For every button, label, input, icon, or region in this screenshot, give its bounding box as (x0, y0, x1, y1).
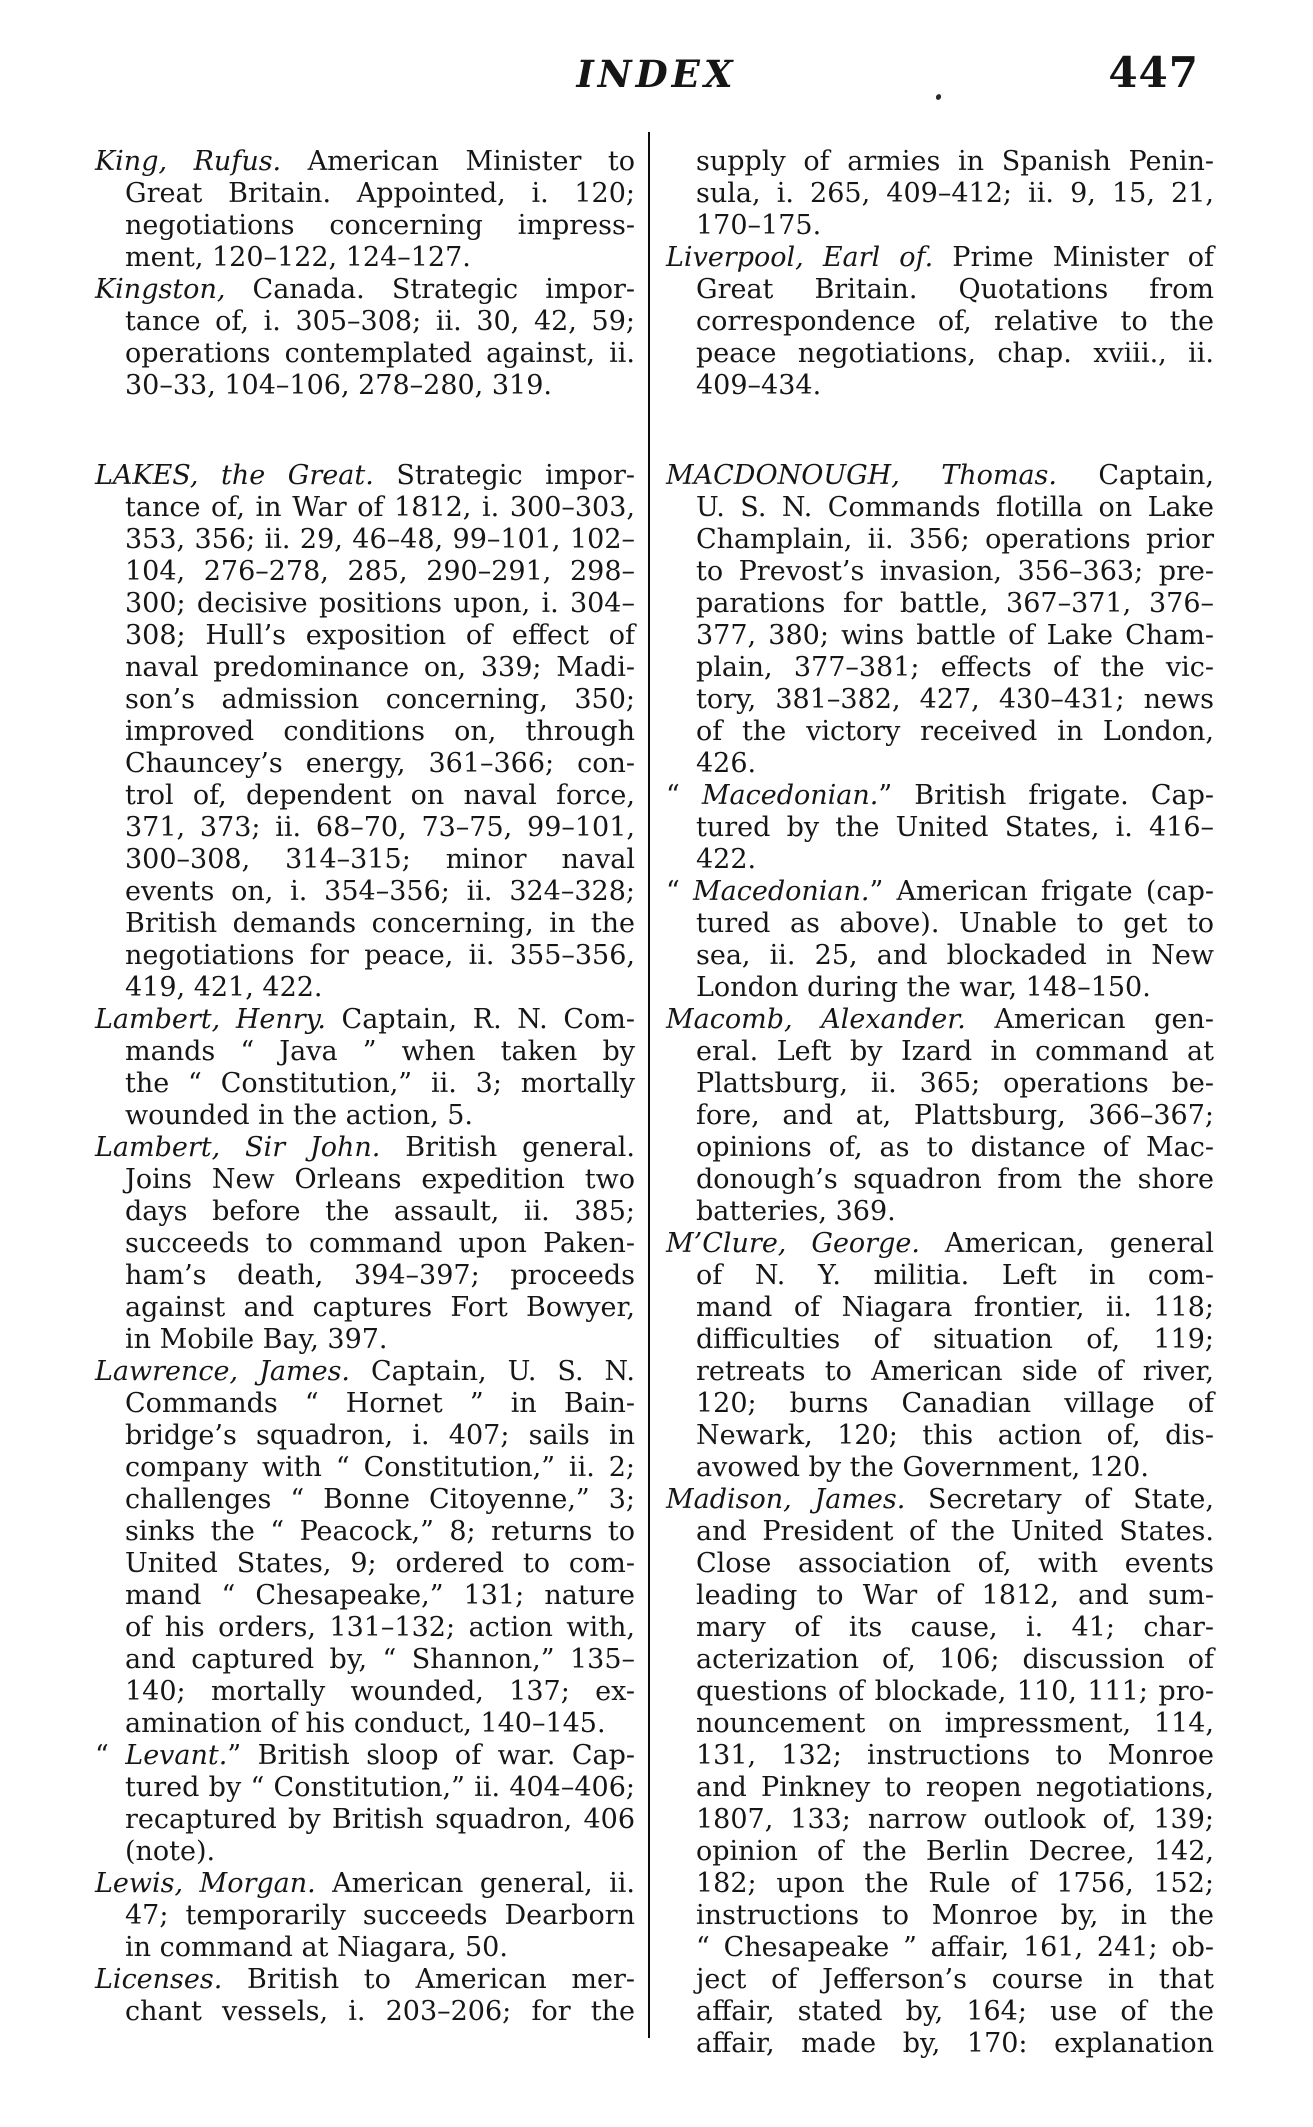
entry-line: 300; decisive positions upon, i. 304– (125, 588, 635, 619)
entry-line: 47; temporarily succeeds Dearborn (125, 1900, 635, 1931)
entry-line: instructions to Monroe by, in the (696, 1900, 1214, 1931)
entry-line: Newark, 120; this action of, dis- (696, 1420, 1214, 1451)
entry-line (95, 1004, 635, 1036)
right-column (666, 146, 1214, 2060)
entry-term: MACDONOUGH, Thomas. (666, 460, 1057, 491)
entry-line: difficulties of situation of, 119; (696, 1324, 1214, 1355)
entry-line: London during the war, 148–150. (696, 972, 1151, 1003)
entry-open-quote: “ (95, 1740, 126, 1771)
index-entry (666, 146, 1214, 242)
index-entry (666, 876, 1214, 1004)
index-entry (666, 460, 1214, 780)
entry-line: 409–434. (696, 370, 822, 401)
entry-line: 371, 373; ii. 68–70, 73–75, 99–101, (125, 812, 635, 843)
entry-line: batteries, 369. (696, 1196, 896, 1227)
entry-line: mand “ Chesapeake,” 131; nature (125, 1580, 635, 1611)
entry-line: mand of Niagara frontier, ii. 118; (696, 1292, 1214, 1323)
entry-text: Captain, U. S. N. (350, 1356, 635, 1387)
entry-line (95, 1356, 635, 1388)
entry-line (666, 1484, 1214, 1516)
page-title: INDEX (576, 52, 737, 96)
entry-line: days before the assault, ii. 385; (125, 1196, 635, 1227)
index-entry (666, 780, 1214, 876)
entry-line: sea, ii. 25, and blockaded in New (696, 940, 1214, 971)
entry-line: and Pinkney to reopen negotiations, (696, 1772, 1214, 1803)
entry-line: ment, 120–122, 124–127. (125, 242, 471, 273)
entry-line: supply of armies in Spanish Penin- (696, 146, 1214, 177)
entry-line (666, 1004, 1214, 1036)
entry-line: 30–33, 104–106, 278–280, 319. (125, 370, 552, 401)
entry-line: Great Britain. Quotations from (696, 274, 1214, 305)
entry-line: 170–175. (696, 210, 822, 241)
entry-line: acterization of, 106; discussion of (696, 1644, 1214, 1675)
entry-line (95, 274, 635, 306)
entry-line: 140; mortally wounded, 137; ex- (125, 1676, 635, 1707)
entry-line: opinion of the Berlin Decree, 142, (696, 1836, 1214, 1867)
entry-line: peace negotiations, chap. xviii., ii. (696, 338, 1214, 369)
entry-line: donough’s squadron from the shore (696, 1164, 1214, 1195)
entry-line: trol of, dependent on naval force, (125, 780, 635, 811)
entry-term: Lewis, Morgan. (95, 1868, 316, 1899)
entry-line: 104, 276–278, 285, 290–291, 298– (125, 556, 635, 587)
entry-line (666, 460, 1214, 492)
entry-line: to Prevost’s invasion, 356–363; pre- (696, 556, 1214, 587)
entry-line: tance of, in War of 1812, i. 300–303, (125, 492, 635, 523)
entry-line: 426. (696, 748, 757, 779)
entry-term: Macedonian. (701, 780, 879, 811)
entry-line: affair, made by, 170: explanation (696, 2028, 1214, 2059)
entry-term: Lawrence, James. (95, 1356, 351, 1387)
index-entry (666, 1004, 1214, 1228)
entry-term: Lambert, Sir John. (95, 1132, 381, 1163)
entry-line: 419, 421, 422. (125, 972, 323, 1003)
entry-line: “ Chesapeake ” affair, 161, 241; ob- (696, 1932, 1214, 1963)
page-number: 447 (1108, 48, 1199, 97)
entry-text: Prime Minister of (933, 242, 1214, 273)
entry-line: in command at Niagara, 50. (125, 1932, 508, 1963)
entry-line: correspondence of, relative to the (696, 306, 1214, 337)
entry-line: improved conditions on, through (125, 716, 635, 747)
entry-line: 377, 380; wins battle of Lake Cham- (696, 620, 1214, 651)
entry-open-quote: “ (666, 780, 702, 811)
entry-text: American Minister to (281, 146, 635, 177)
entry-line: naval predominance on, 339; Madi- (125, 652, 635, 683)
index-entry (95, 146, 635, 274)
entry-text: British frigate. Cap- (892, 780, 1214, 811)
entry-line (95, 146, 635, 178)
index-entry (95, 1964, 635, 2028)
entry-text: British general. (380, 1132, 635, 1163)
entry-line (95, 1132, 635, 1164)
entry-line (666, 780, 1214, 812)
entry-line: questions of blockade, 110, 111; pro- (696, 1676, 1214, 1707)
entry-line: 131, 132; instructions to Monroe (696, 1740, 1214, 1771)
index-entry (95, 1356, 635, 1740)
index-entry (95, 1004, 635, 1132)
entry-term: Kingston, (95, 274, 226, 305)
entry-line (95, 1868, 635, 1900)
entry-line: plain, 377–381; effects of the vic- (696, 652, 1214, 683)
entry-text: Secretary of State, (905, 1484, 1214, 1515)
entry-line: opinions of, as to distance of Mac- (696, 1132, 1214, 1163)
entry-open-quote: “ (666, 876, 693, 907)
entry-line: Commands “ Hornet ” in Bain- (125, 1388, 635, 1419)
entry-term: Madison, James. (666, 1484, 906, 1515)
entry-term: King, Rufus. (95, 146, 282, 177)
ink-speck (935, 93, 942, 101)
entry-term: Levant. (125, 1740, 228, 1771)
entry-line (666, 1228, 1214, 1260)
entry-line: avowed by the Government, 120. (696, 1452, 1149, 1483)
entry-line: parations for battle, 367–371, 376– (696, 588, 1214, 619)
entry-line: negotiations concerning impress- (125, 210, 635, 241)
entry-text: Captain, R. N. Com- (325, 1004, 635, 1035)
entry-line: mands “ Java ” when taken by (125, 1036, 635, 1067)
entry-line: tured by the United States, i. 416– (696, 812, 1214, 843)
entry-line: Great Britain. Appointed, i. 120; (125, 178, 635, 209)
entry-line: 1807, 133; narrow outlook of, 139; (696, 1804, 1214, 1835)
entry-line: 300–308, 314–315; minor naval (125, 844, 635, 875)
entry-line: company with “ Constitution,” ii. 2; (125, 1452, 635, 1483)
entry-line: affair, stated by, 164; use of the (696, 1996, 1214, 2027)
entry-line: 353, 356; ii. 29, 46–48, 99–101, 102– (125, 524, 635, 555)
entry-line: son’s admission concerning, 350; (125, 684, 635, 715)
entry-term: LAKES, the Great. (95, 460, 374, 491)
column-divider-rule (648, 132, 650, 2038)
entry-line: leading to War of 1812, and sum- (696, 1580, 1214, 1611)
entry-line: 120; burns Canadian village of (696, 1388, 1214, 1419)
entry-line (666, 876, 1214, 908)
entry-line: sinks the “ Peacock,” 8; returns to (125, 1516, 635, 1547)
entry-line: (note). (125, 1836, 216, 1867)
entry-line: wounded in the action, 5. (125, 1100, 473, 1131)
entry-close-quote: ” (227, 1740, 242, 1771)
entry-text: British to American mer- (222, 1964, 635, 1995)
entry-line: eral. Left by Izard in command at (696, 1036, 1214, 1067)
index-entry (95, 274, 635, 402)
index-entry (666, 242, 1214, 402)
entry-line (95, 1964, 635, 1996)
entry-line: of N. Y. militia. Left in com- (696, 1260, 1214, 1291)
entry-line: and President of the United States. (696, 1516, 1214, 1547)
entry-term: M’Clure, George. (666, 1228, 920, 1259)
entry-line: tured as above). Unable to get to (696, 908, 1214, 939)
left-column (95, 146, 635, 2028)
entry-line: ject of Jefferson’s course in that (696, 1964, 1214, 1995)
entry-text: American general, ii. (315, 1868, 635, 1899)
entry-line: U. S. N. Commands flotilla on Lake (696, 492, 1214, 523)
entry-line: operations contemplated against, ii. (125, 338, 635, 369)
entry-line: succeeds to command upon Paken- (125, 1228, 635, 1259)
entry-term: Macomb, Alexander. (666, 1004, 966, 1035)
entry-line: the “ Constitution,” ii. 3; mortally (125, 1068, 635, 1099)
entry-line: retreats to American side of river, (696, 1356, 1214, 1387)
entry-line: sula, i. 265, 409–412; ii. 9, 15, 21, (696, 178, 1214, 209)
entry-line (95, 1740, 635, 1772)
index-entry (666, 1228, 1214, 1484)
entry-line: tory, 381–382, 427, 430–431; news (696, 684, 1214, 715)
entry-line: British demands concerning, in the (125, 908, 635, 939)
entry-line: bridge’s squadron, i. 407; sails in (125, 1420, 635, 1451)
index-entry (95, 1740, 635, 1868)
entry-line: in Mobile Bay, 397. (125, 1324, 388, 1355)
entry-line: events on, i. 354–356; ii. 324–328; (125, 876, 635, 907)
entry-line: mary of its cause, i. 41; char- (696, 1612, 1214, 1643)
entry-text: American frigate (cap- (883, 876, 1214, 907)
entry-text: British sloop of war. Cap- (241, 1740, 635, 1771)
entry-text: American gen- (965, 1004, 1214, 1035)
entry-line: fore, and at, Plattsburg, 366–367; (696, 1100, 1214, 1131)
entry-line: and captured by, “ Shannon,” 135– (125, 1644, 635, 1675)
entry-line: nouncement on impressment, 114, (696, 1708, 1214, 1739)
entry-text: Captain, (1057, 460, 1214, 491)
entry-term: Liverpool, Earl of. (666, 242, 934, 273)
entry-line: United States, 9; ordered to com- (125, 1548, 635, 1579)
entry-line: against and captures Fort Bowyer, (125, 1292, 635, 1323)
entry-line: amination of his conduct, 140–145. (125, 1708, 606, 1739)
entry-line: 308; Hull’s exposition of effect of (125, 620, 635, 651)
entry-text: American, general (919, 1228, 1215, 1259)
entry-line: of the victory received in London, (696, 716, 1214, 747)
entry-line (666, 242, 1214, 274)
entry-line: Plattsburg, ii. 365; operations be- (696, 1068, 1214, 1099)
entry-close-quote: ” (878, 780, 893, 811)
index-entry (666, 1484, 1214, 2060)
entry-term: Macedonian. (693, 876, 870, 907)
entry-line (95, 460, 635, 492)
entry-term: Lambert, Henry. (95, 1004, 326, 1035)
entry-line: tured by “ Constitution,” ii. 404–406; (125, 1772, 635, 1803)
index-entry (95, 1132, 635, 1356)
entry-line: Champlain, ii. 356; operations prior (696, 524, 1214, 555)
entry-line: tance of, i. 305–308; ii. 30, 42, 59; (125, 306, 635, 337)
entry-close-quote: ” (869, 876, 884, 907)
entry-line: challenges “ Bonne Citoyenne,” 3; (125, 1484, 635, 1515)
index-entry (95, 460, 635, 1004)
entry-line: recaptured by British squadron, 406 (125, 1804, 635, 1835)
entry-text: Strategic impor- (373, 460, 635, 491)
index-entry (95, 1868, 635, 1964)
entry-line: negotiations for peace, ii. 355–356, (125, 940, 635, 971)
entry-text: Canada. Strategic impor- (225, 274, 635, 305)
entry-line: 422. (696, 844, 757, 875)
entry-line: Chauncey’s energy, 361–366; con- (125, 748, 635, 779)
entry-line: of his orders, 131–132; action with, (125, 1612, 635, 1643)
entry-line: chant vessels, i. 203–206; for the (125, 1996, 635, 2027)
entry-line: ham’s death, 394–397; proceeds (125, 1260, 635, 1291)
entry-line: 182; upon the Rule of 1756, 152; (696, 1868, 1214, 1899)
entry-term: Licenses. (95, 1964, 223, 1995)
entry-line: Joins New Orleans expedition two (125, 1164, 635, 1195)
entry-line: Close association of, with events (696, 1548, 1214, 1579)
